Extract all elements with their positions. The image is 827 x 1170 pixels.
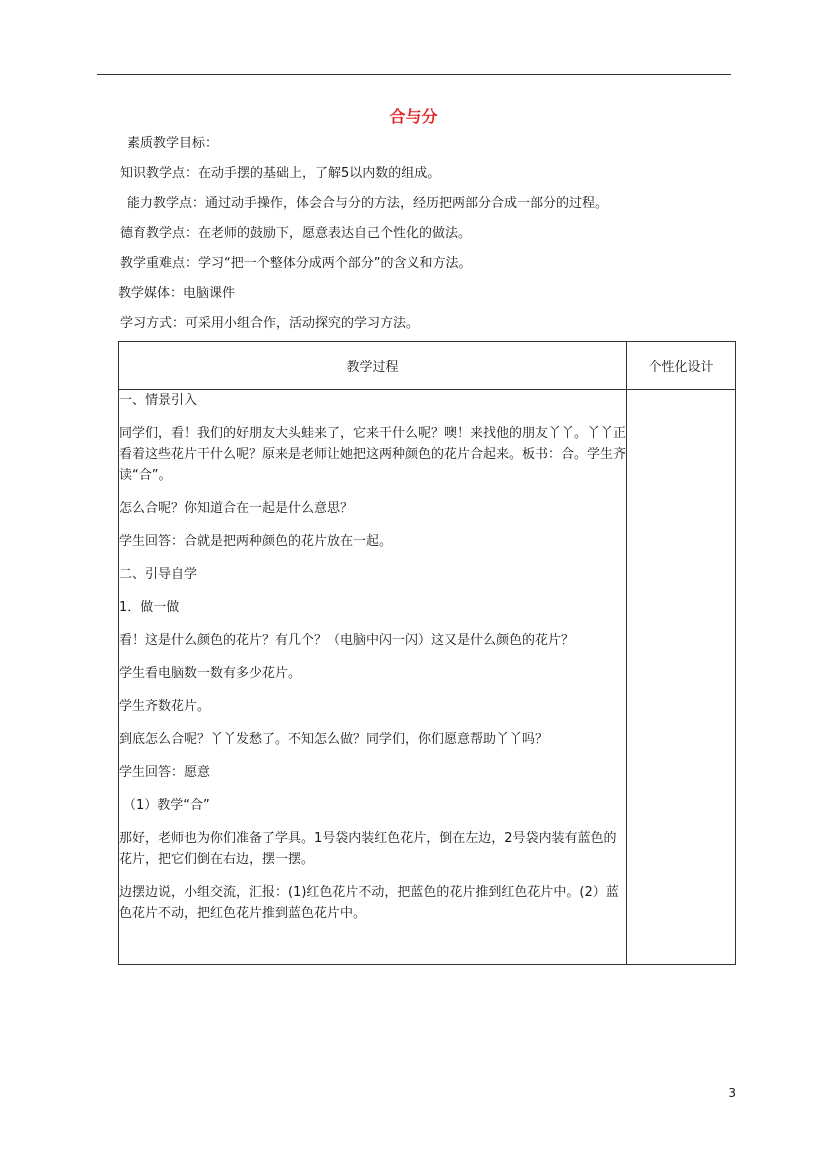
header-rule	[97, 74, 731, 75]
objectives-heading: 素质教学目标：	[127, 136, 219, 151]
objectives-block	[120, 130, 740, 340]
teaching-process-cell	[119, 390, 627, 965]
moral-objective: 德育教学点：在老师的鼓励下，愿意表达自己个性化的做法。	[120, 226, 472, 241]
paragraph: 怎么合呢？你知道合在一起是什么意思？	[119, 501, 354, 516]
paragraph: 边摆边说，小组交流，汇报：(1)红色花片不动，把蓝色的花片推到红色花片中。(2）蓝色花片不动，把红色花片推到蓝色花片中。	[119, 885, 619, 921]
paragraph: 学生回答：愿意	[119, 765, 211, 780]
paragraph: 到底怎么合呢？丫丫发愁了。不知怎么做？同学们，你们愿意帮助丫丫吗？	[119, 732, 549, 747]
page-number: 3	[728, 1086, 736, 1100]
header-personalized-design: 个性化设计	[627, 342, 736, 390]
paragraph: 同学们，看！我们的好朋友大头蛙来了，它来干什么呢？噢！来找他的朋友丫丫。丫丫正看着这些花片干什么呢？原来是老师让她把这两种颜色的花片合起来。板书：合。学生齐读“合”。	[119, 426, 627, 483]
section-heading: 一、情景引入	[119, 393, 198, 408]
sub-heading: 1．做一做	[119, 600, 180, 615]
section-heading: 二、引导自学	[119, 567, 198, 582]
lesson-table	[118, 341, 736, 965]
table-header-row	[119, 342, 736, 390]
sub-heading: （1）教学“合”	[123, 798, 210, 813]
knowledge-objective: 知识教学点：在动手摆的基础上，了解5以内数的组成。	[120, 166, 441, 181]
paragraph: 学生回答：合就是把两种颜色的花片放在一起。	[119, 534, 393, 549]
document-title: 合与分	[389, 107, 438, 126]
ability-objective: 能力教学点：通过动手操作，体会合与分的方法，经历把两部分合成一部分的过程。	[127, 196, 609, 211]
learning-method: 学习方式：可采用小组合作，活动探究的学习方法。	[120, 316, 420, 331]
table-body-row	[119, 390, 736, 965]
key-difficulty: 教学重难点：学习“把一个整体分成两个部分”的含义和方法。	[120, 256, 472, 271]
paragraph: 那好，老师也为你们准备了学具。1号袋内装红色花片，倒在左边，2号袋内装有蓝色的花片，把它们倒在右边，摆一摆。	[119, 831, 617, 867]
paragraph: 看！这是什么颜色的花片？有几个？（电脑中闪一闪）这又是什么颜色的花片？	[119, 633, 575, 648]
paragraph: 学生齐数花片。	[119, 699, 211, 714]
teaching-media: 教学媒体：电脑课件	[118, 286, 236, 301]
header-teaching-process: 教学过程	[119, 342, 627, 390]
paragraph: 学生看电脑数一数有多少花片。	[119, 666, 302, 681]
personalized-design-cell	[627, 390, 736, 965]
